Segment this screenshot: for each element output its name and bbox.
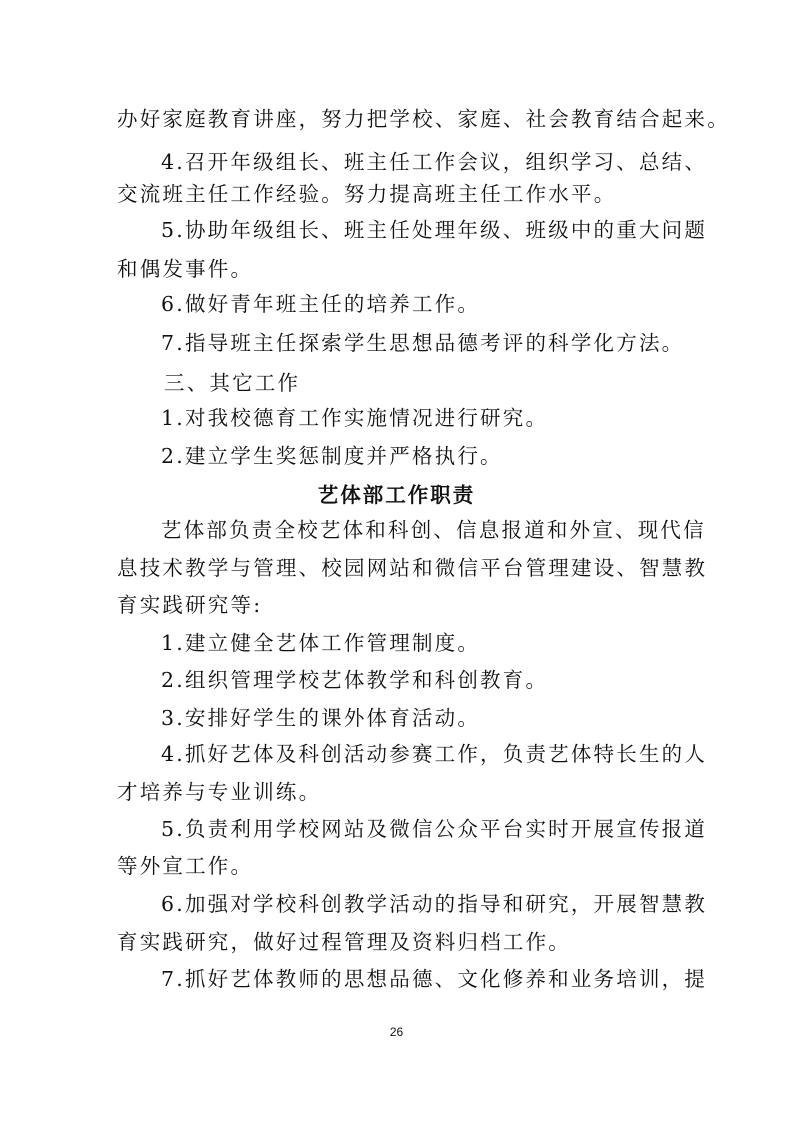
- text-line: 7.指导班主任探索学生思想品德考评的科学化方法。: [161, 331, 685, 355]
- text-line: 等外宣工作。: [117, 854, 254, 878]
- text-line: 4.召开年级组长、班主任工作会议，组织学习、总结、: [161, 150, 708, 174]
- text-line: 6.做好青年班主任的培养工作。: [161, 292, 481, 316]
- text-line: 才培养与专业训练。: [117, 780, 322, 804]
- text-line: 和偶发事件。: [117, 257, 254, 281]
- page-number: 26: [389, 1025, 404, 1039]
- text-line: 育实践研究，做好过程管理及资料归档工作。: [117, 930, 571, 954]
- page-heading: 艺体部工作职责: [317, 483, 476, 507]
- text-line: 6.加强对学校科创教学活动的指导和研究，开展智慧教: [161, 892, 708, 916]
- section-heading: 三、其它工作: [164, 371, 301, 395]
- text-line: 1.建立健全艺体工作管理制度。: [161, 631, 481, 655]
- text-line: 息技术教学与管理、校园网站和微信平台管理建设、智慧教: [117, 556, 708, 580]
- text-line: 5.协助年级组长、班主任处理年级、班级中的重大问题: [161, 218, 708, 242]
- text-line: 7.抓好艺体教师的思想品德、文化修养和业务培训，提: [161, 967, 708, 991]
- text-line: 办好家庭教育讲座，努力把学校、家庭、社会教育结合起来。: [117, 107, 730, 131]
- text-line: 交流班主任工作经验。努力提高班主任工作水平。: [117, 182, 617, 206]
- text-line: 4.抓好艺体及科创活动参赛工作，负责艺体特长生的人: [161, 742, 708, 766]
- text-line: 育实践研究等:: [117, 593, 263, 617]
- text-line: 1.对我校德育工作实施情况进行研究。: [161, 406, 549, 430]
- text-line: 艺体部负责全校艺体和科创、信息报道和外宣、现代信: [161, 518, 706, 542]
- text-line: 2.建立学生奖惩制度并严格执行。: [161, 444, 503, 468]
- text-line: 2.组织管理学校艺体教学和科创教育。: [161, 668, 549, 692]
- text-line: 5.负责利用学校网站及微信公众平台实时开展宣传报道: [161, 817, 708, 841]
- text-line: 3.安排好学生的课外体育活动。: [161, 706, 481, 730]
